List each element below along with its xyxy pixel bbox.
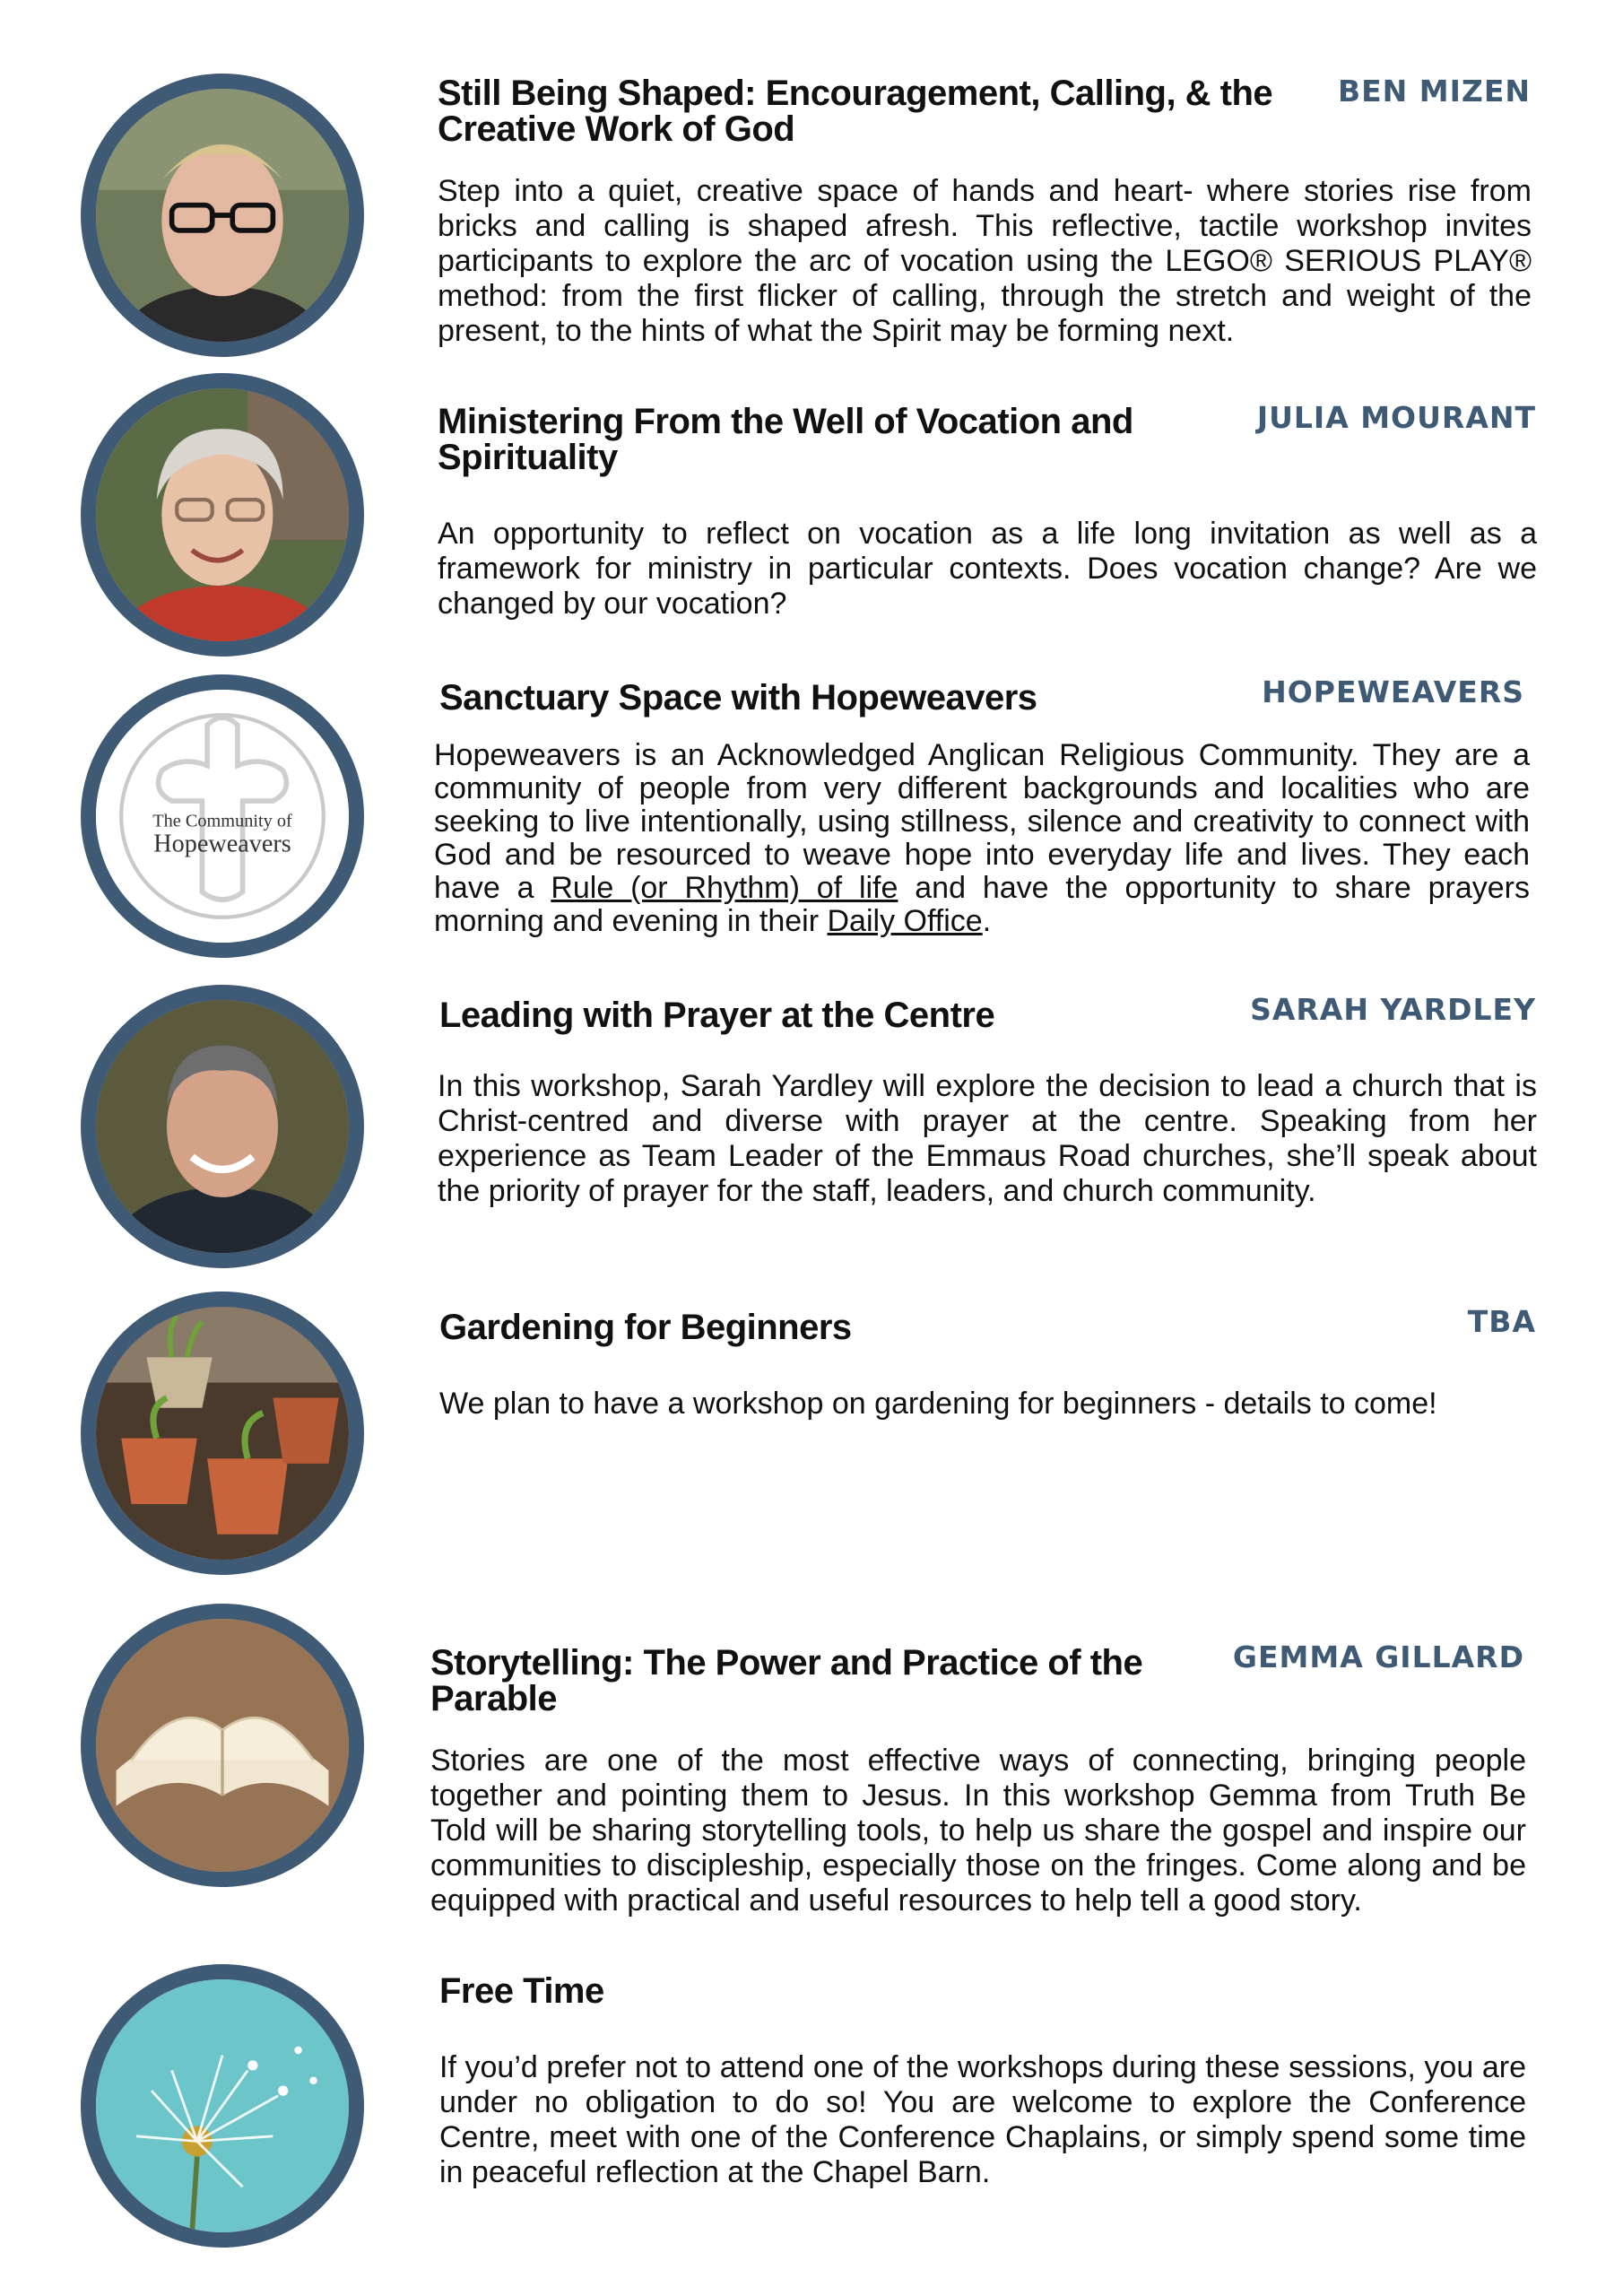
- workshop-description: If you’d prefer not to attend one of the workshops during these sessions, you are under no obligation to do so! You are welcome to explore the Conference Centre, meet with one of the Conference Chaplains, or simply spend some time in peaceful reflection at the Chapel Barn.: [439, 2050, 1526, 2189]
- plant-pots-icon: [81, 1292, 364, 1575]
- hopeweavers-logo-icon: [81, 674, 364, 958]
- presenter-name: JULIA MOURANT: [1256, 400, 1536, 435]
- workshop-description: In this workshop, Sarah Yardley will explore the decision to lead a church that is Christ-centred and diverse with prayer at the centre. Speaking from her experience as Team Leader of the Emmaus Road churches, she’ll speak about the priority of prayer for the staff, leaders, and church community.: [438, 1069, 1537, 1208]
- rule-of-life-link[interactable]: Rule (or Rhythm) of life: [551, 871, 898, 905]
- workshop-title: Gardening for Beginners: [439, 1308, 852, 1347]
- svg-text:Hopeweavers: Hopeweavers: [153, 830, 291, 858]
- workshop-title: Sanctuary Space with Hopeweavers: [439, 678, 1037, 718]
- workshop-description: Hopeweavers is an Acknowledged Anglican Religious Community. They are a community of people from very different backgrounds and localities who are seeking to live intentionally, using stillness, silence and creativity to connect with God and be resourced to weave hope into everyday life and lives. They each have a Rule (or Rhythm) of life and have the opportunity to share prayers morning and evening in their Daily Office.: [434, 738, 1530, 938]
- workshop-description: An opportunity to reflect on vocation as a life long invitation as well as a framework for ministry in particular contexts. Does vocation change? Are we changed by our vocation?: [438, 517, 1537, 621]
- presenter-name: BEN MIZEN: [1337, 74, 1531, 109]
- workshop-description: Stories are one of the most effective ways of connecting, bringing people together and pointing them to Jesus. In this workshop Gemma from Truth Be Told will be sharing storytelling tools, to help us share the gospel and inspire our communities to discipleship, especially those on the fringes. Come along and be equipped with practical and useful resources to help tell a good story.: [430, 1744, 1526, 1918]
- workshop-title: Ministering From the Well of Vocation and Spirituality: [438, 402, 1133, 477]
- daily-office-link[interactable]: Daily Office: [827, 904, 983, 938]
- presenter-name: SARAH YARDLEY: [1250, 992, 1536, 1027]
- workshop-title: Storytelling: The Power and Practice of the Parable: [430, 1643, 1143, 1718]
- presenter-name: TBA: [1467, 1304, 1536, 1339]
- workshop-title: Free Time: [439, 1971, 604, 2011]
- presenter-photo-icon: [81, 373, 364, 657]
- presenter-name: HOPEWEAVERS: [1262, 674, 1524, 709]
- svg-text:The Community of: The Community of: [152, 811, 292, 831]
- presenter-photo-icon: [81, 74, 364, 357]
- workshop-description: We plan to have a workshop on gardening for beginners - details to come!: [439, 1387, 1437, 1421]
- dandelion-icon: [81, 1964, 364, 2248]
- presenter-name: GEMMA GILLARD: [1232, 1639, 1524, 1674]
- workshop-title: Leading with Prayer at the Centre: [439, 996, 995, 1035]
- open-book-icon: [81, 1604, 364, 1887]
- workshop-description: Step into a quiet, creative space of hands and heart- where stories rise from bricks and calling is shaped afresh. This reflective, tactile workshop invites participants to explore the arc of vocation using the LEGO® SERIOUS PLAY® method: from the first flicker of calling, through the stretch and weight of the present, to the hints of what the Spirit may be forming next.: [438, 174, 1532, 348]
- workshop-title: Still Being Shaped: Encouragement, Calling, & the Creative Work of God: [438, 74, 1273, 149]
- presenter-photo-icon: [81, 985, 364, 1268]
